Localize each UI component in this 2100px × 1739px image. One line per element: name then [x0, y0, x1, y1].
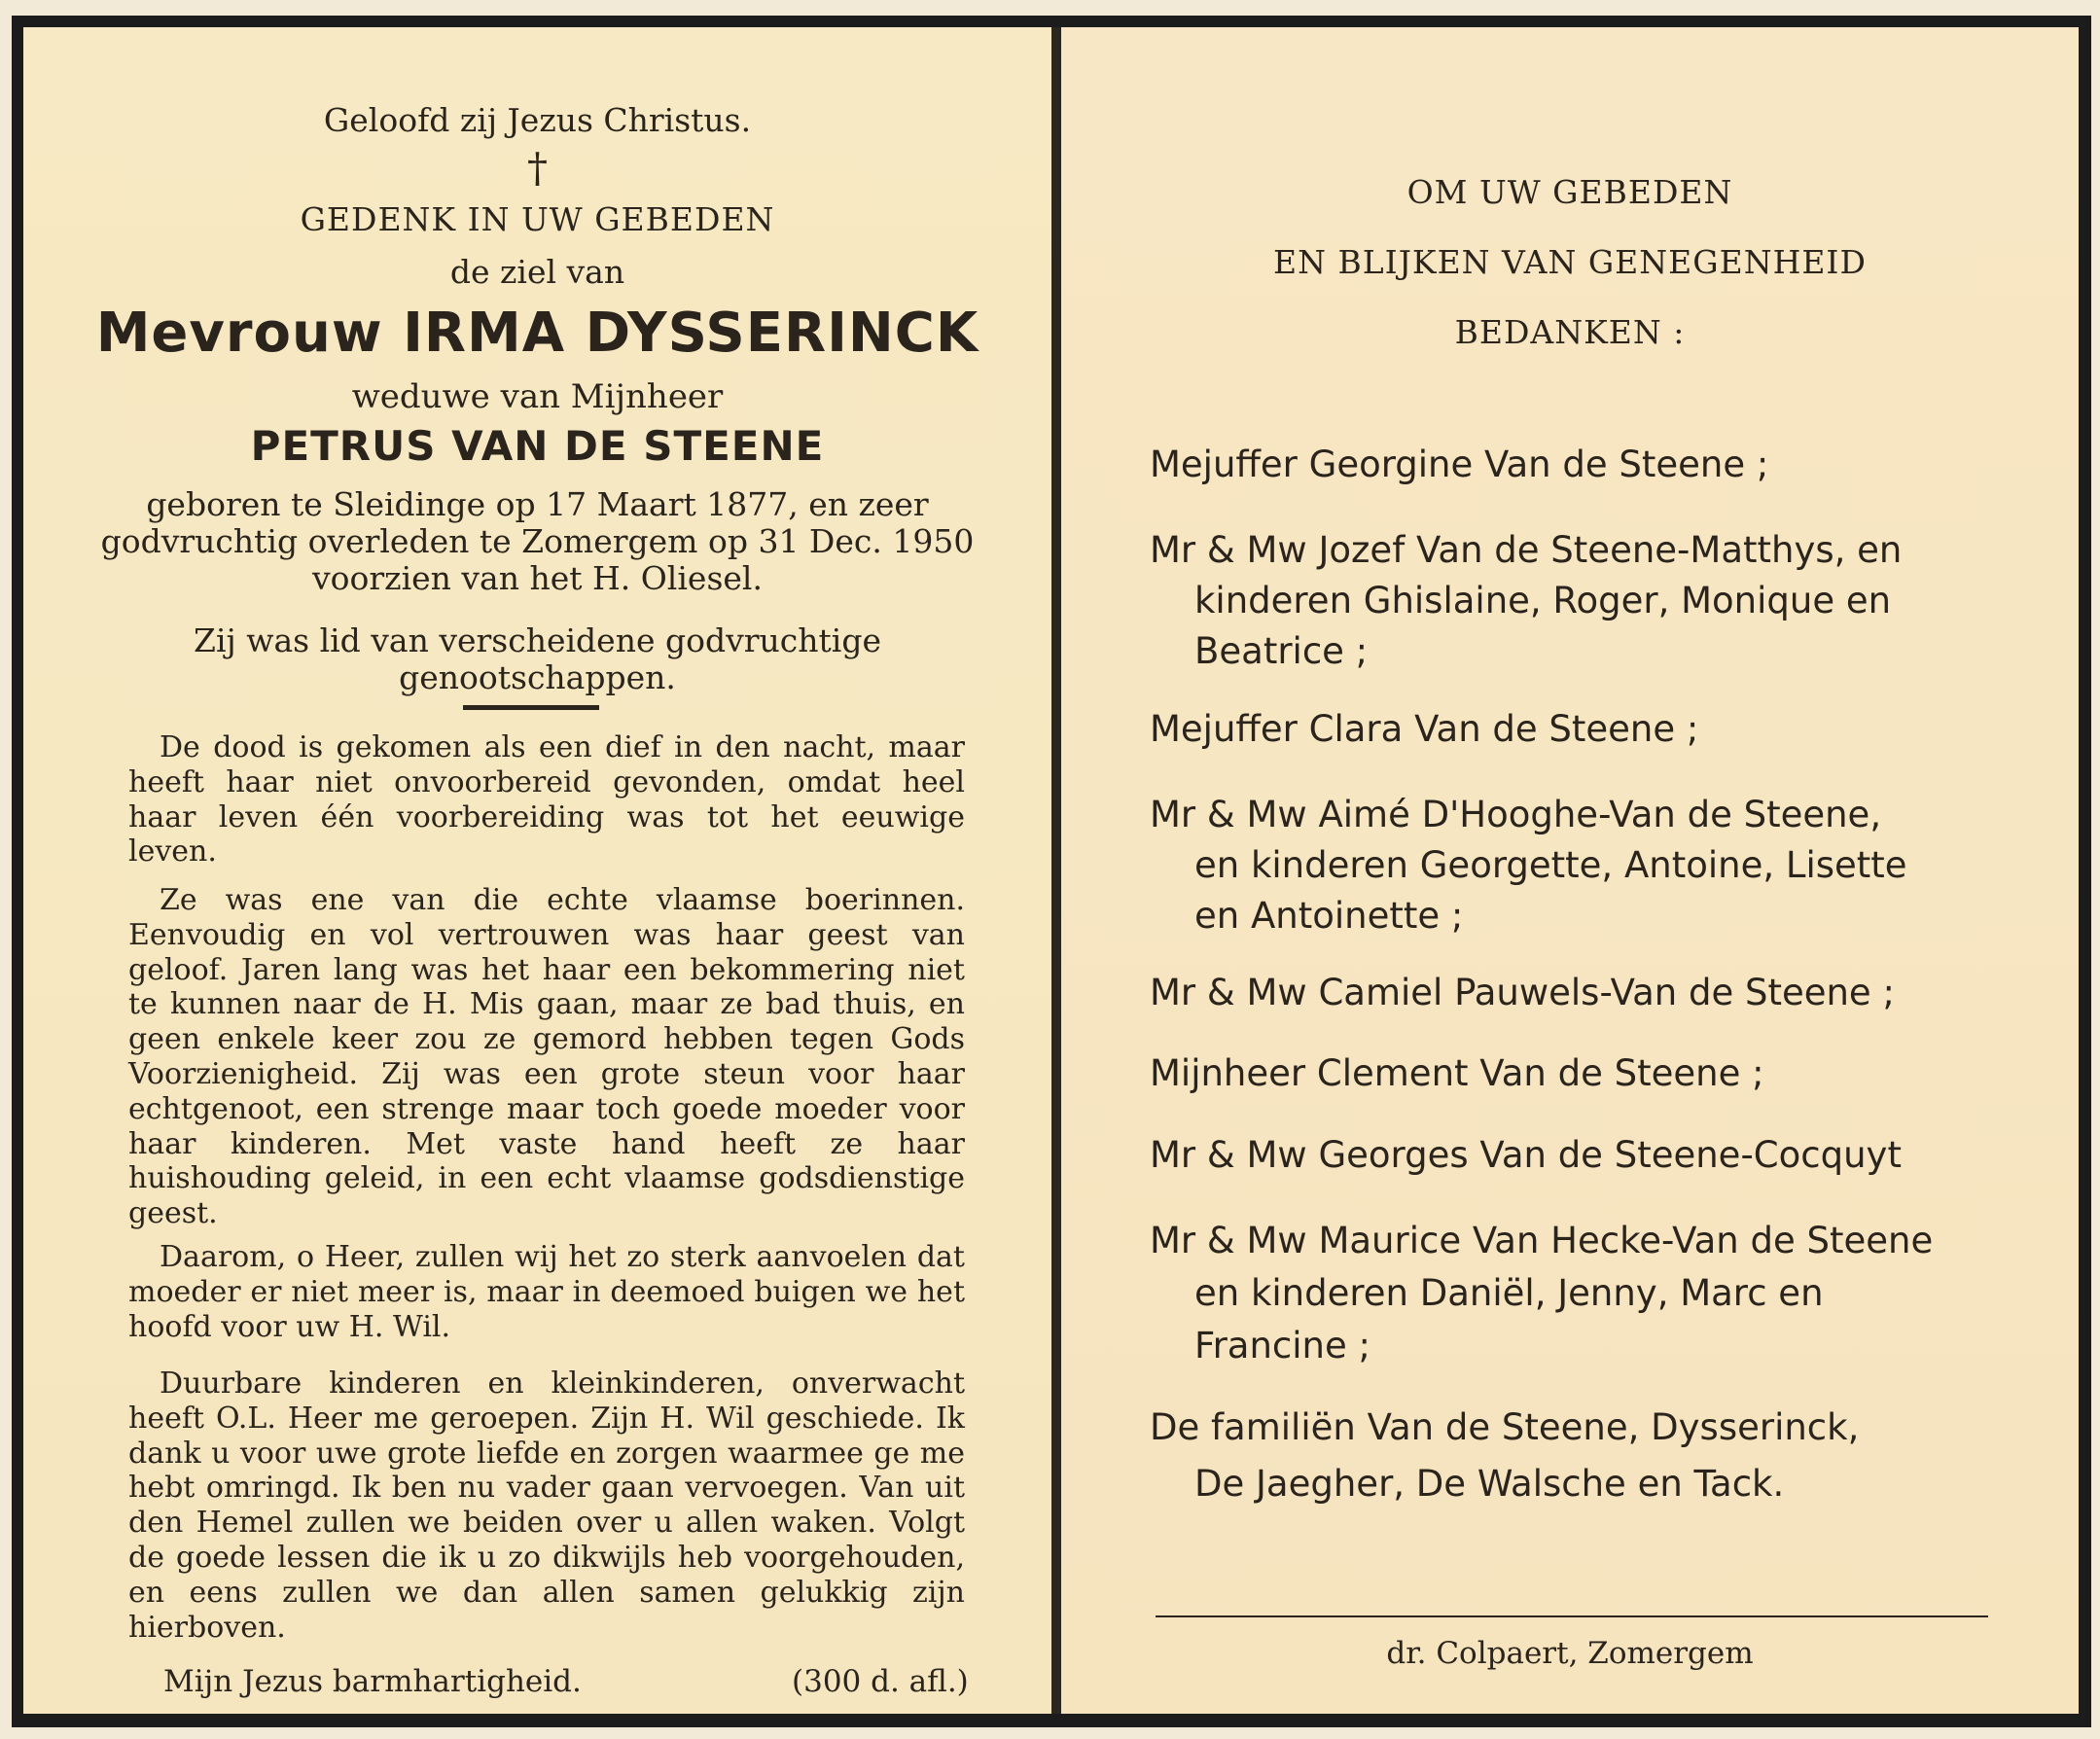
thanks-entry	[1150, 525, 1986, 677]
paragraph-1	[128, 730, 965, 870]
paragraph-2-text: Ze was ene van die echte vlaamse boerinnen. Eenvoudig en vol vertrouwen was haar geest van geloof. Jaren lang was het haar een bekommering niet te kunnen naar de H. Mis gaan, maar ze bad thuis, en geen enkele keer zou ze gemord hebben tegen Gods Voorzienigheid. Zij was een grote steun voor haar echtgenoot, een strenge maar toch goede moeder voor haar kinderen. Met vaste hand heeft ze haar huishouding geleid, in een echt vlaamse godsdienstige geest.	[128, 883, 965, 1231]
thanks-line: Mejuffer Georgine Van de Steene ;	[1150, 444, 1769, 485]
thanks-heading-3: BEDANKEN :	[1454, 313, 1686, 351]
birth-line: geboren te Sleidinge op 17 Maart 1877, en zeer	[146, 485, 929, 523]
indulgence-note: (300 d. afl.)	[792, 1664, 969, 1699]
printer-credit: dr. Colpaert, Zomergem	[1386, 1636, 1754, 1671]
paragraph-1-text: De dood is gekomen als een dief in den nacht, maar heeft haar niet onvoorbereid gevonden, omdat heel haar leven één voorbereiding was tot het eeuwige leven.	[128, 730, 965, 870]
thanks-line: kinderen Ghislaine, Roger, Monique en	[1194, 580, 1892, 621]
thanks-line: Francine ;	[1194, 1325, 1370, 1366]
thanks-line: Mr & Mw Maurice Van Hecke-Van de Steene	[1150, 1220, 1934, 1261]
soul-of: de ziel van	[449, 253, 625, 291]
thanks-entry	[1150, 708, 1986, 750]
sacrament-line: voorzien van het H. Oliesel.	[312, 559, 763, 597]
thanks-heading-2: EN BLIJKEN VAN GENEGENHEID	[1273, 243, 1867, 281]
invocation: Geloofd zij Jezus Christus.	[323, 101, 752, 139]
thanks-line: Mr & Mw Jozef Van de Steene-Matthys, en	[1150, 529, 1903, 571]
cross-icon: †	[527, 144, 548, 192]
thanks-entry	[1150, 1400, 1986, 1512]
paragraph-4-text: Duurbare kinderen en kleinkinderen, onverwacht heeft O.L. Heer me geroepen. Zijn H. Wil geschiede. Ik dank u voor uwe grote liefde en zorgen waarmee ge me hebt omringd. Ik ben nu vader gaan vervoegen. Van uit den Hemel zullen we beiden over u allen waken. Volgt de goede lessen die ik u zo dikwijls heb voorgehouden, en eens zullen we dan allen samen gelukkig zijn hierboven.	[128, 1366, 965, 1645]
thanks-heading-1: OM UW GEBEDEN	[1406, 173, 1733, 211]
deceased-name: Mevrouw IRMA DYSSERINCK	[95, 302, 979, 365]
death-line: godvruchtig overleden te Zomergem op 31 Dec. 1950	[100, 522, 975, 560]
membership-line-2: genootschappen.	[399, 658, 676, 696]
thanks-entry	[1150, 444, 1986, 485]
thanks-line: en Antoinette ;	[1194, 895, 1464, 937]
divider	[463, 705, 599, 710]
left-page	[23, 27, 1051, 1714]
thanks-line: De familiën Van de Steene, Dysserinck,	[1150, 1406, 1860, 1448]
thanks-line: De Jaegher, De Walsche en Tack.	[1194, 1463, 1785, 1505]
closing-prayer: Mijn Jezus barmhartigheid.	[163, 1664, 582, 1699]
thanks-line: Beatrice ;	[1194, 630, 1369, 672]
thanks-line: Mr & Mw Georges Van de Steene-Cocquyt	[1150, 1134, 1902, 1176]
thanks-line: Mr & Mw Camiel Pauwels-Van de Steene ;	[1150, 972, 1895, 1013]
thanks-line: en kinderen Daniël, Jenny, Marc en	[1194, 1272, 1824, 1314]
remember-heading: GEDENK IN UW GEBEDEN	[300, 200, 775, 238]
thanks-entry	[1150, 1134, 1986, 1176]
card-fold	[1051, 27, 1061, 1714]
paragraph-4	[128, 1366, 965, 1645]
memorial-card	[12, 16, 2091, 1727]
thanks-entry	[1150, 1052, 1986, 1094]
birth-death-info	[23, 486, 1051, 597]
paragraph-2	[128, 883, 965, 1231]
widow-of: weduwe van Mijnheer	[351, 377, 724, 416]
paragraph-3	[128, 1240, 965, 1344]
thanks-line: en kinderen Georgette, Antoine, Lisette	[1194, 844, 1907, 886]
thanks-line: Mejuffer Clara Van de Steene ;	[1150, 708, 1699, 750]
membership-line-1: Zij was lid van verscheidene godvruchtige	[194, 621, 881, 659]
thanks-entry	[1150, 972, 1986, 1013]
paragraph-3-text: Daarom, o Heer, zullen wij het zo sterk aanvoelen dat moeder er niet meer is, maar in deemoed buigen we het hoofd voor uw H. Wil.	[128, 1240, 965, 1344]
thanks-entry	[1150, 790, 1986, 941]
membership-info	[23, 622, 1051, 696]
thanks-line: Mr & Mw Aimé D'Hooghe-Van de Steene,	[1150, 794, 1882, 835]
thanks-line: Mijnheer Clement Van de Steene ;	[1150, 1052, 1764, 1094]
husband-name: PETRUS VAN DE STEENE	[250, 422, 825, 470]
footer-rule	[1156, 1615, 1988, 1617]
thanks-entry	[1150, 1215, 1986, 1372]
